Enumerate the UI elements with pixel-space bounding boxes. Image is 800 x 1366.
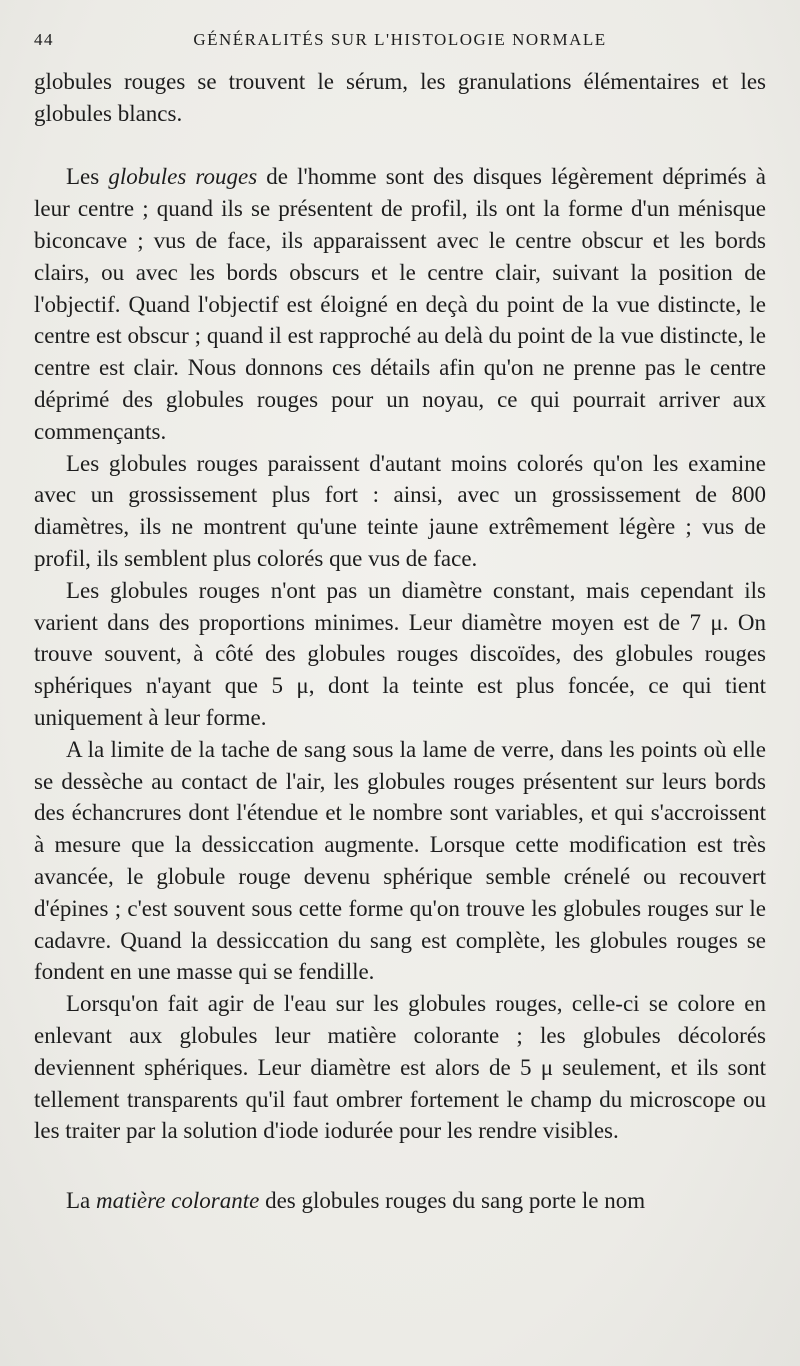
paragraph-continuation: globules rouges se trouvent le sérum, les granulations élémentaires et les globules blancs. bbox=[34, 69, 766, 126]
body-text bbox=[34, 66, 766, 1217]
paragraph-globules-rouges-definition bbox=[34, 161, 766, 447]
italic-term-matiere-colorante: matière colorante bbox=[96, 1188, 260, 1214]
page-number: 44 bbox=[34, 30, 54, 49]
paragraph-prefix: Les bbox=[66, 164, 109, 190]
paragraph-coloration: Les globules rouges paraissent d'autant moins colorés qu'on les examine avec un grossissement plus fort : ainsi, avec un grossissement de 800 diamètres, ils ne montrent qu'une teinte jaune extrêmement légère ; vus de profil, ils semblent plus colorés que vus de face. bbox=[34, 450, 766, 571]
paragraph-dessiccation: A la limite de la tache de sang sous la lame de verre, dans les points où elle se dessèche au contact de l'air, les globules rouges présentent sur leurs bords des échancrures dont l'étendue et le nombre sont variables, et qui s'accroissent à mesure que la dessiccation augmente. Lorsque cette modification est très avancée, le globule rouge devenu sphérique semble crénelé ou recouvert d'épines ; c'est souvent sous cette forme qu'on trouve les globules rouges sur le cadavre. Quand la dessiccation du sang est complète, les globules rouges se fondent en une masse qui se fendille. bbox=[34, 736, 766, 985]
paragraph-rest: de l'homme sont des disques légèrement déprimés à leur centre ; quand ils se présentent de profil, ils ont la forme d'un ménisque biconcave ; vus de face, ils apparaissent avec le centre obscur et les bords clairs, ou avec les bords obscurs et le centre clair, suivant la position de l'objectif. Quand l'objectif est éloigné en deçà du point de la vue distincte, le centre est obscur ; quand il est rapproché au delà du point de la vue distincte, le centre est clair. Nous donnons ces détails afin qu'on ne prenne pas le centre déprimé des globules rouges pour un noyau, ce qui pourrait arriver aux commençants. bbox=[34, 164, 766, 444]
paragraph-action-eau: Lorsqu'on fait agir de l'eau sur les globules rouges, celle-ci se colore en enlevant aux globules leur matière colorante ; les globules décolorés deviennent sphériques. Leur diamètre est alors de 5 μ seulement, et ils sont tellement transparents qu'il faut ombrer fortement le champ du microscope ou les traiter par la solution d'iode iodurée pour les rendre visibles. bbox=[34, 991, 766, 1144]
paragraph-diametre: Les globules rouges n'ont pas un diamètre constant, mais cependant ils varient dans des proportions minimes. Leur diamètre moyen est de 7 μ. On trouve souvent, à côté des globules rouges discoïdes, des globules rouges sphériques n'ayant que 5 μ, dont la teinte est plus foncée, ce qui tient uniquement à leur forme. bbox=[34, 577, 766, 730]
italic-term-globules-rouges: globules rouges bbox=[108, 164, 258, 190]
paragraph-prefix: La bbox=[66, 1188, 97, 1214]
running-title: GÉNÉRALITÉS SUR L'HISTOLOGIE NORMALE bbox=[193, 30, 607, 49]
paragraph-matiere-colorante bbox=[34, 1185, 766, 1217]
paragraph-rest: des globules rouges du sang porte le nom bbox=[259, 1188, 646, 1214]
page-header bbox=[34, 30, 766, 56]
